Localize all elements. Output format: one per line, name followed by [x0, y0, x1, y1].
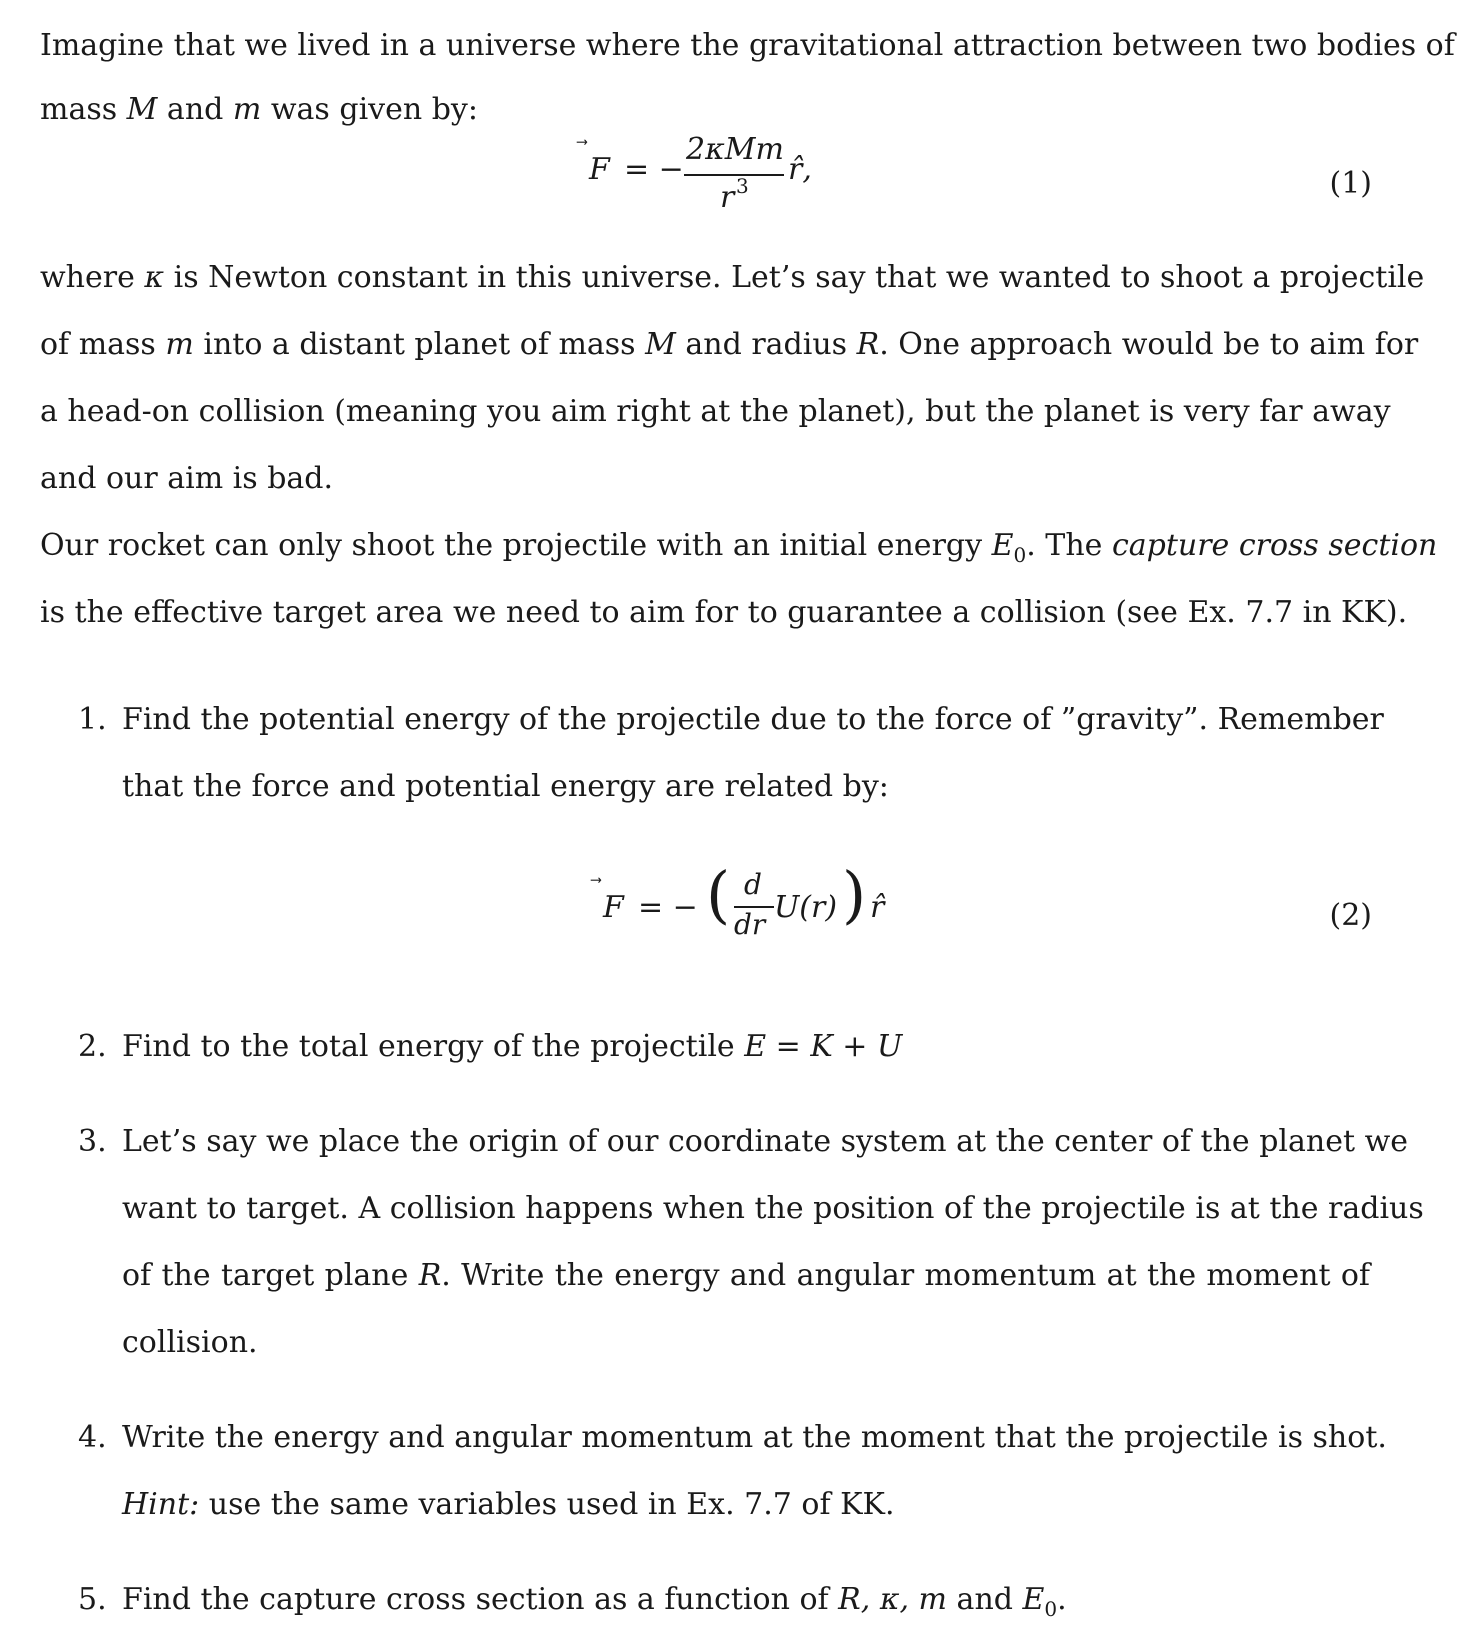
para1-line-1 [40, 258, 1425, 298]
eq2-body: U(r) [774, 890, 838, 925]
item2-line-1 [122, 1027, 1370, 1067]
text: where [40, 260, 145, 295]
eq1-equals: = − [624, 152, 684, 187]
para1-line-2 [40, 325, 1419, 365]
text: . One approach would be to aim for [879, 327, 1419, 362]
text: and [157, 92, 233, 127]
item4-line-2 [122, 1485, 1370, 1525]
text: and radius [675, 327, 857, 362]
eq1-fraction-bar [684, 174, 784, 176]
item3-line-4: collision. [122, 1325, 258, 1360]
text: is Newton constant in this universe. Let’s say that we wanted to shoot a projectile [164, 260, 1425, 295]
math-E: E [1022, 1582, 1045, 1617]
math-m: m [232, 92, 262, 127]
item1-line-2: that the force and potential energy are related by: [122, 769, 889, 804]
left-paren: ( [706, 858, 731, 931]
math-expression: E = K + U [744, 1029, 903, 1064]
item1-line-1: Find the potential energy of the projectile due to the force of ”gravity”. Remember [122, 702, 1384, 737]
text: of the target plane [122, 1258, 419, 1293]
item-number-1: 1. [78, 702, 107, 737]
item3-line-3 [122, 1256, 1370, 1296]
hint-label: Hint: [122, 1487, 200, 1522]
text: mass [40, 92, 127, 127]
para1-line-3: a head-on collision (meaning you aim right at the planet), but the planet is very far away [40, 394, 1391, 429]
item3-line-2: want to target. A collision happens when the position of the projectile is at the radius [122, 1191, 1424, 1226]
emphasis-capture-cross-section: capture cross section [1111, 528, 1438, 563]
item3-line-1: Let’s say we place the origin of our coordinate system at the center of the planet we [122, 1124, 1409, 1159]
text: . [1057, 1582, 1067, 1617]
item-number-2: 2. [78, 1029, 107, 1064]
intro-line-2 [40, 90, 1370, 130]
math-variables: R, κ, m [838, 1582, 948, 1617]
para2-line-2: is the effective target area we need to aim for to guarantee a collision (see Ex. 7.7 in KK). [40, 595, 1408, 630]
item-number-4: 4. [78, 1420, 107, 1455]
text: . Write the energy and angular momentum at the moment of [441, 1258, 1371, 1293]
math-m: m [165, 327, 194, 362]
para2-line-1 [40, 526, 1438, 575]
text: of mass [40, 327, 166, 362]
equation-number-2: (2) [1329, 898, 1372, 933]
text: use the same variables used in Ex. 7.7 of KK. [199, 1487, 895, 1522]
text: into a distant planet of mass [193, 327, 646, 362]
math-kappa: κ [144, 260, 165, 295]
text: Find the capture cross section as a function of [122, 1582, 839, 1617]
eq1-lhs: F [589, 152, 610, 187]
math-subscript: 0 [1013, 543, 1027, 567]
item5-line-1 [122, 1580, 1370, 1629]
para1-line-4: and our aim is bad. [40, 461, 334, 496]
text: . The [1026, 528, 1112, 563]
math-R: R [856, 327, 880, 362]
item-number-3: 3. [78, 1124, 107, 1159]
text: Find to the total energy of the projectile [122, 1029, 745, 1064]
eq2-rhat: r̂ [870, 890, 885, 925]
eq2-numerator: d [744, 868, 762, 901]
equation-number-1: (1) [1329, 166, 1372, 201]
math-M: M [645, 327, 676, 362]
math-subscript: 0 [1044, 1597, 1058, 1621]
intro-line-1: Imagine that we lived in a universe where the gravitational attraction between two bodies of [40, 28, 1455, 63]
text: Our rocket can only shoot the projectile with an initial energy [40, 528, 992, 563]
eq1-rhat: r̂, [788, 152, 812, 187]
text: was given by: [261, 92, 478, 127]
eq1-numerator: 2κMm [686, 132, 784, 167]
math-E: E [991, 528, 1014, 563]
eq1-denominator-exponent: 3 [736, 174, 749, 198]
math-M: M [126, 92, 158, 127]
eq2-lhs: F [603, 890, 624, 925]
eq2-equals: = − [638, 890, 698, 925]
right-paren: ) [842, 858, 867, 931]
eq2-denominator: dr [734, 908, 766, 941]
eq1-denominator: r [720, 180, 735, 215]
item-number-5: 5. [78, 1582, 107, 1617]
text: and [947, 1582, 1023, 1617]
item4-line-1: Write the energy and angular momentum at the moment that the projectile is shot. [122, 1420, 1387, 1455]
math-R: R [418, 1258, 442, 1293]
